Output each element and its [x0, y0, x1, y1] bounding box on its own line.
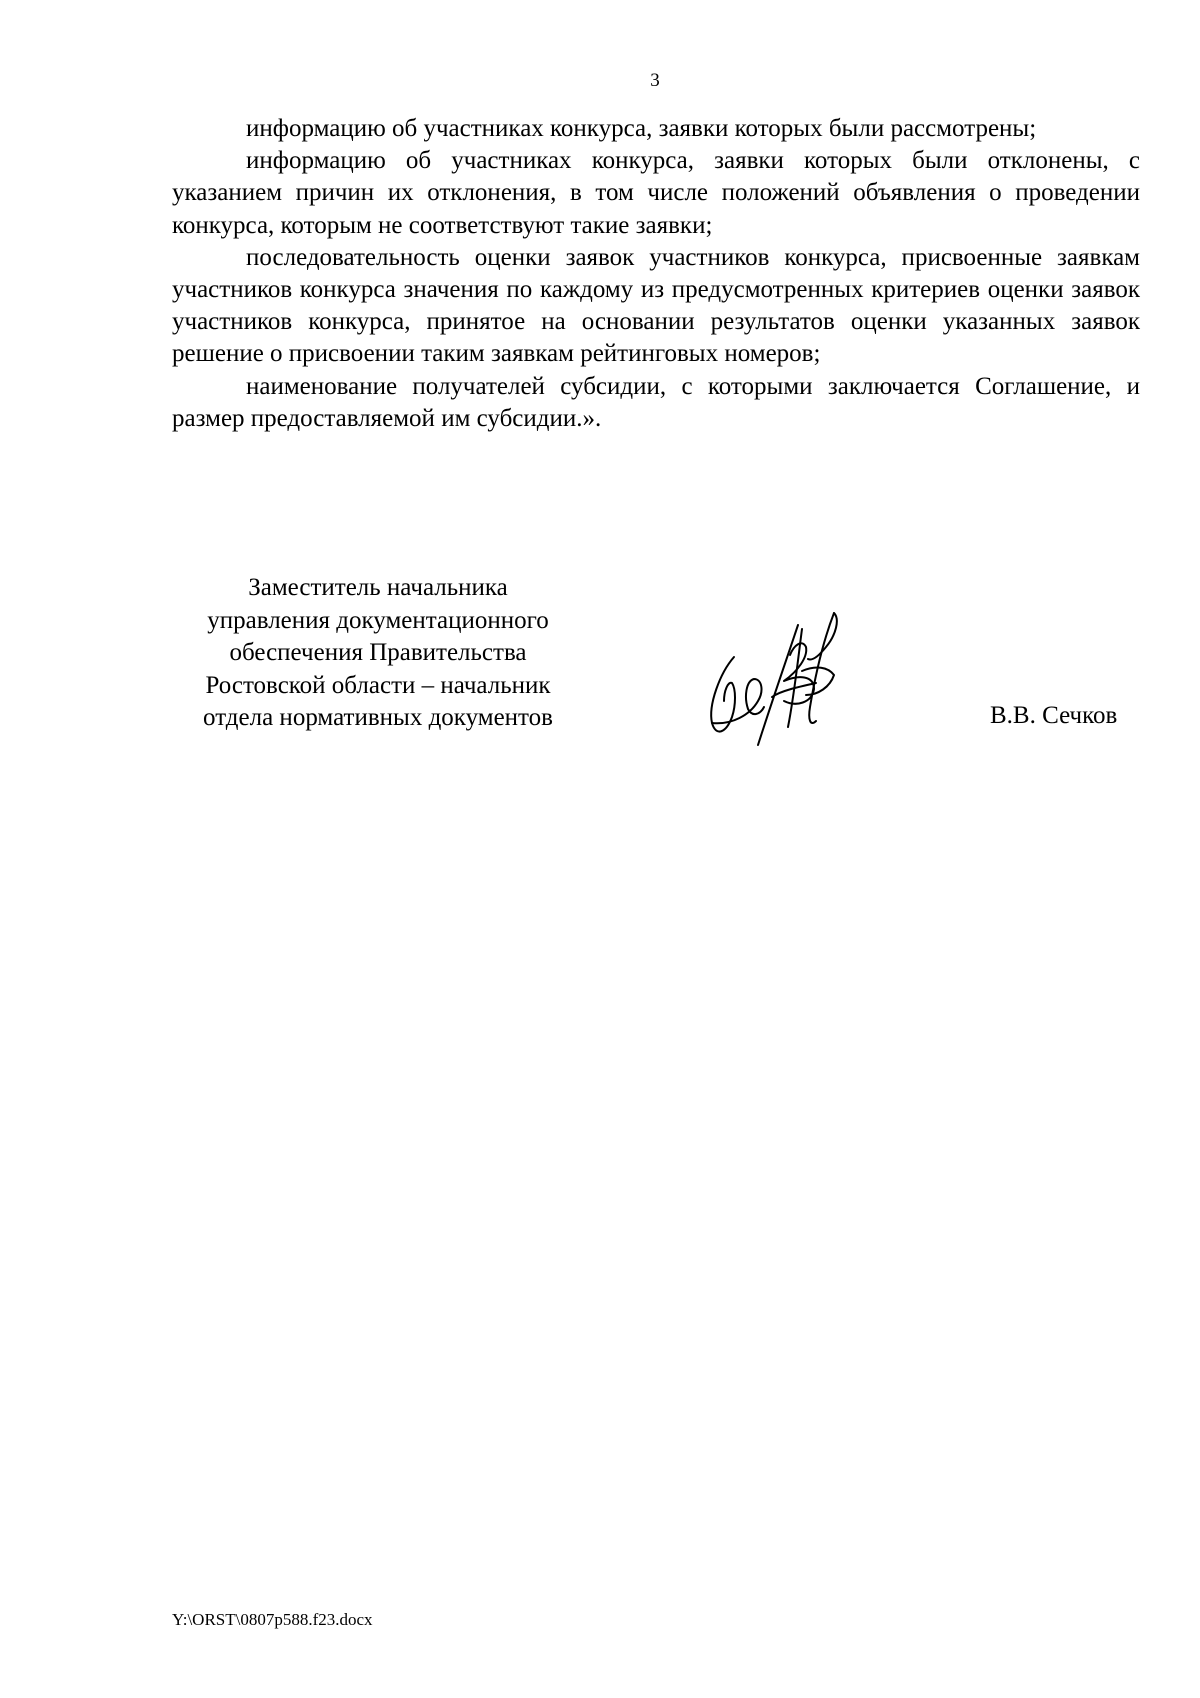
file-path: Y:\ORST\0807p588.f23.docx	[172, 1610, 373, 1629]
paragraph-subsidy-recipients: наименование получателей субсидии, с которыми заключается Соглашение, и размер предоставляемой им субсидии.».	[172, 372, 1140, 432]
signatory-position-line: обеспечения Правительства	[229, 639, 527, 666]
paragraph-rejected-participants: информацию об участниках конкурса, заявки которых были отклонены, с указанием причин их отклонения, в том числе положений объявления о проведении конкурса, которым не соответствуют такие заявки;	[172, 147, 1140, 239]
page-number: 3	[650, 70, 660, 91]
signatory-name: В.В. Сечков	[990, 702, 1118, 729]
document-body	[172, 113, 1140, 435]
paragraph-considered-participants: информацию об участниках конкурса, заявки которых были рассмотрены;	[246, 115, 1037, 142]
paragraph-evaluation-sequence: последовательность оценки заявок участников конкурса, присвоенные заявкам участников конкурса значения по каждому из предусмотренных критериев оценки заявок участников конкурса, принятое на основании результатов оценки указанных заявок решение о присвоении таким заявкам рейтинговых номеров;	[172, 243, 1140, 368]
signatory-position-line: Ростовской области – начальник	[205, 671, 551, 699]
signatory-position-line: управления документационного	[207, 606, 549, 634]
signatory-position-line: отдела нормативных документов	[203, 704, 553, 731]
signatory-position	[172, 572, 584, 735]
signatory-position-line: Заместитель начальника	[248, 574, 508, 601]
handwritten-signature	[702, 605, 862, 755]
